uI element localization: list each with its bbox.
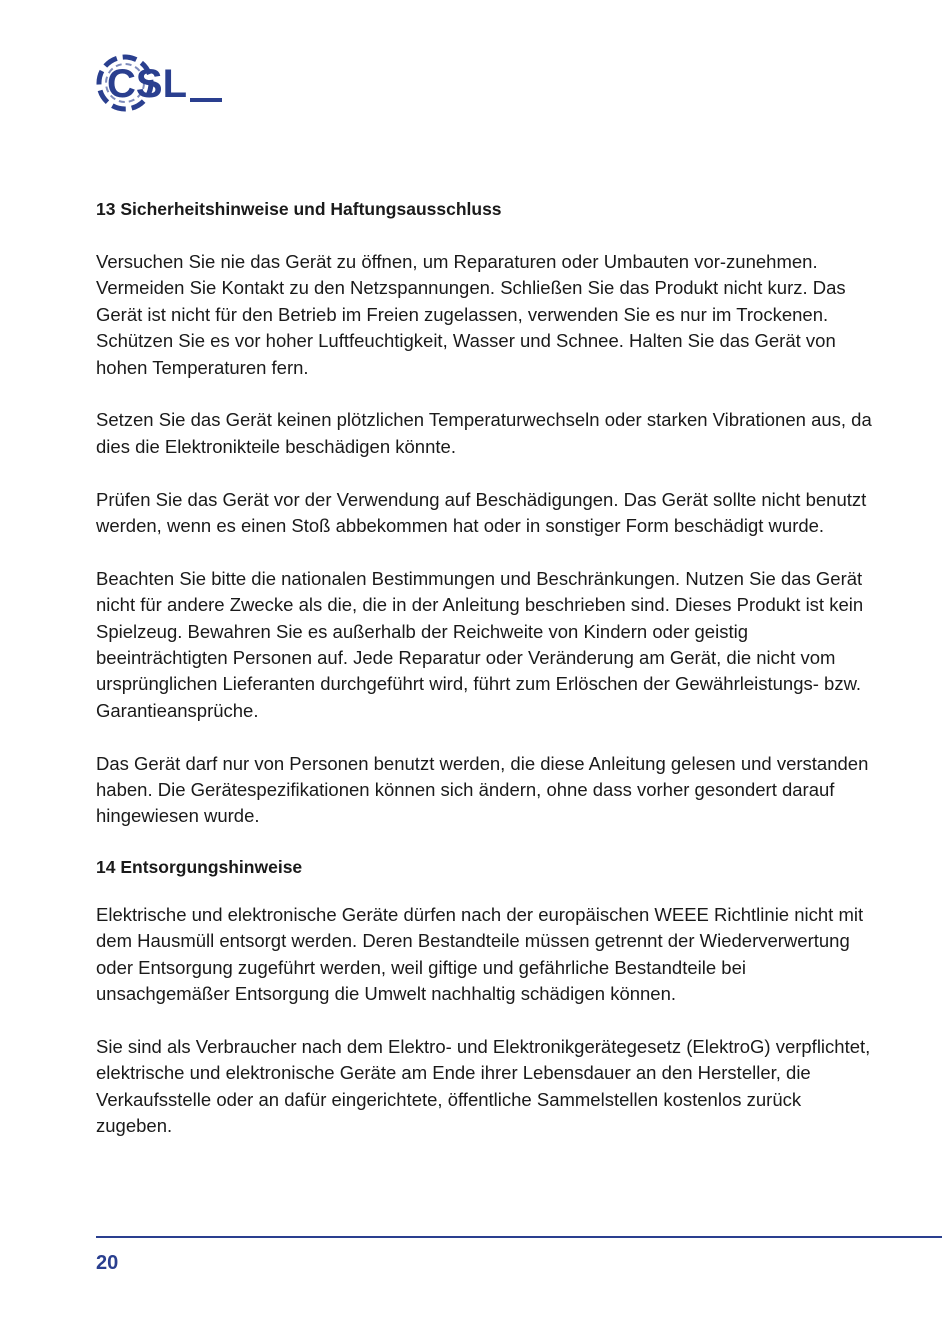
section-14-paragraph: Elektrische und elektronische Geräte dürfen nach der europäischen WEEE Richtlinie nicht mit dem Hausmüll entsorgt werden. Deren Bestandteile müssen getrennt der Wiederverwertung oder Entsorgung zugeführt werden, weil giftige und gefährliche Bestandteile bei unsachgemäßer Entsorgung die Umwelt nachhaltig schädigen können.	[96, 903, 864, 1005]
footer-divider	[96, 1236, 942, 1238]
logo-text: CSL	[107, 62, 187, 106]
section-13-paragraph: Beachten Sie bitte die nationalen Bestimmungen und Beschränkungen. Nutzen Sie das Gerät nicht für andere Zwecke als die, die in der Anleitung beschrieben sind. Dieses Produkt ist kein Spielzeug. Bewahren Sie es außerhalb der Reichweite von Kindern oder geistig beeinträchtigten Personen auf. Jede Reparatur oder Veränderung am Gerät, die nicht vom ursprünglichen Lieferanten durchgeführt wird, führt zum Erlöschen der Gewährleistungs- bzw. Garantieansprüche.	[96, 567, 864, 721]
section-13-title: 13 Sicherheitshinweise und Haftungsausschluss	[96, 199, 502, 219]
section-13-paragraph: Setzen Sie das Gerät keinen plötzlichen Temperaturwechseln oder starken Vibrationen aus, da dies die Elektronikteile beschädigen könnte.	[96, 409, 872, 457]
section-13-paragraph: Prüfen Sie das Gerät vor der Verwendung auf Beschädigungen. Das Gerät sollte nicht benutzt werden, wenn es einen Stoß abbekommen hat oder in sonstiger Form beschädigt wurde.	[96, 488, 867, 537]
csl-logo	[94, 50, 224, 114]
document-body	[96, 196, 876, 1166]
section-13-paragraph: Versuchen Sie nie das Gerät zu öffnen, um Reparaturen oder Umbauten vor-zunehmen. Vermeiden Sie Kontakt zu den Netzspannungen. Schließen Sie das Produkt nicht kurz. Das Gerät ist nicht für den Betrieb im Freien zugelassen, verwenden Sie es nur im Trockenen. Schützen Sie es vor hoher Luftfeuchtigkeit, Wasser und Schnee. Halten Sie das Gerät von hohen Temperaturen fern.	[96, 251, 846, 378]
page-number: 20	[96, 1252, 119, 1274]
section-14-title: 14 Entsorgungshinweise	[96, 856, 303, 877]
section-13-paragraph: Das Gerät darf nur von Personen benutzt werden, die diese Anleitung gelesen und verstanden haben. Die Gerätespezifikationen können sich ändern, ohne dass vorher gesondert darauf hingewiesen wurde.	[96, 752, 869, 827]
section-14-paragraph: Sie sind als Verbraucher nach dem Elektro- und Elektronikgerätegesetz (ElektroG) verpflichtet, elektrische und elektronische Geräte am Ende ihrer Lebensdauer an den Hersteller, die Verkaufsstelle oder an dafür eingerichtete, öffentliche Sammelstellen kostenlos zurück zugeben.	[96, 1035, 871, 1137]
